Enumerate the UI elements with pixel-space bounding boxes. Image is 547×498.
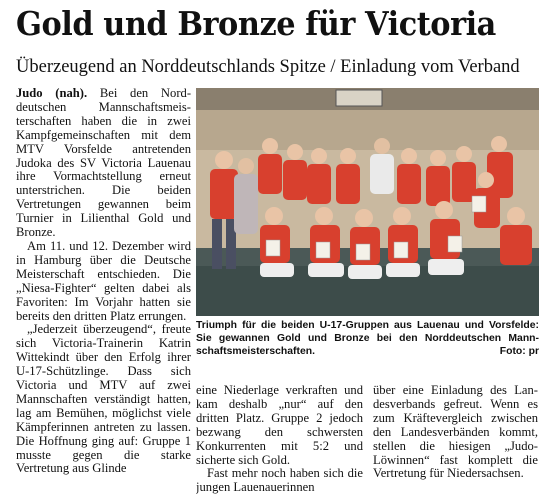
team-photo [196, 88, 539, 316]
column-2-paragraph-2: Fast mehr noch haben sich die jungen Lauenauerinnen [196, 466, 363, 494]
headline: Gold und Bronze für Victoria [16, 4, 496, 43]
paragraph-1 [16, 87, 191, 240]
article-column-3 [373, 384, 538, 494]
column-3-paragraph-1: über eine Einladung des Landesverbands gefreut. Wenn es zum Kräftevergleich zwischen den Landesverbänden kommt, stellen die hiesigen „Judo-Löwinnen“ fast komplett die Vertretung für Niedersachsen. [373, 384, 538, 481]
dateline: Judo (nah). [16, 87, 88, 100]
subheadline: Überzeugend an Norddeutschlands Spitze / Einladung vom Verband [16, 57, 520, 77]
photo-caption [196, 319, 539, 359]
column-2-paragraph-1: eine Niederlage verkraften und kam deshalb „nur“ auf den dritten Platz. Gruppe 2 jedoch bezwang den schwersten Konkurrenten mit 5:2 und sicherte sich Gold. [196, 384, 363, 467]
caption-text: Triumph für die beiden U-17-Gruppen aus Lauenau und Vorsfelde: Sie gewannen Gold und Bronze bei den Norddeutschen Mannschaftsmeisterschaften. [196, 320, 539, 358]
team-photo-illustration [196, 88, 539, 316]
photo-credit: Foto: pr [499, 346, 539, 358]
paragraph-2: Am 11. und 12. Dezember wird in Hamburg über die Deutsche Meisterschaft entschieden. Die „Niesa-Fighter“ gelten dabei als Favoriten: Im Vorjahr hatten sie bereits den dritten Platz errungen. [16, 238, 191, 323]
article-column-2 [196, 384, 363, 494]
paragraph-3: „Jederzeit überzeugend“, freute sich Victoria-Trainerin Katrin Wittekindt über den Erfolg ihrer U-17-Schützlinge. Dass sich Victoria und MTV auf zwei Mannschaften verständigt hatten, lag am Bemühen, möglichst viele Kämpferinnen antreten zu lassen. Die Hoffnung ging auf: Gruppe 1 musste gegen die starke Vertretung aus Glinde [16, 322, 191, 476]
photo-upper-wall [196, 110, 539, 150]
article-column-1 [16, 87, 191, 492]
basketball-board [336, 90, 382, 106]
paragraph-1-text: Bei den Norddeutschen Mannschaftsmeisterschaften haben die in zwei Kampfgemeinschaften mit dem MTV Vorsfelde antretenden Judoka des SV Victoria Lauenau ihre Vormachtstellung erneut unterstrichen. Die beiden Vertretungen gewannen beim Turnier in Lilienthal Gold und Bronze. [16, 87, 191, 240]
